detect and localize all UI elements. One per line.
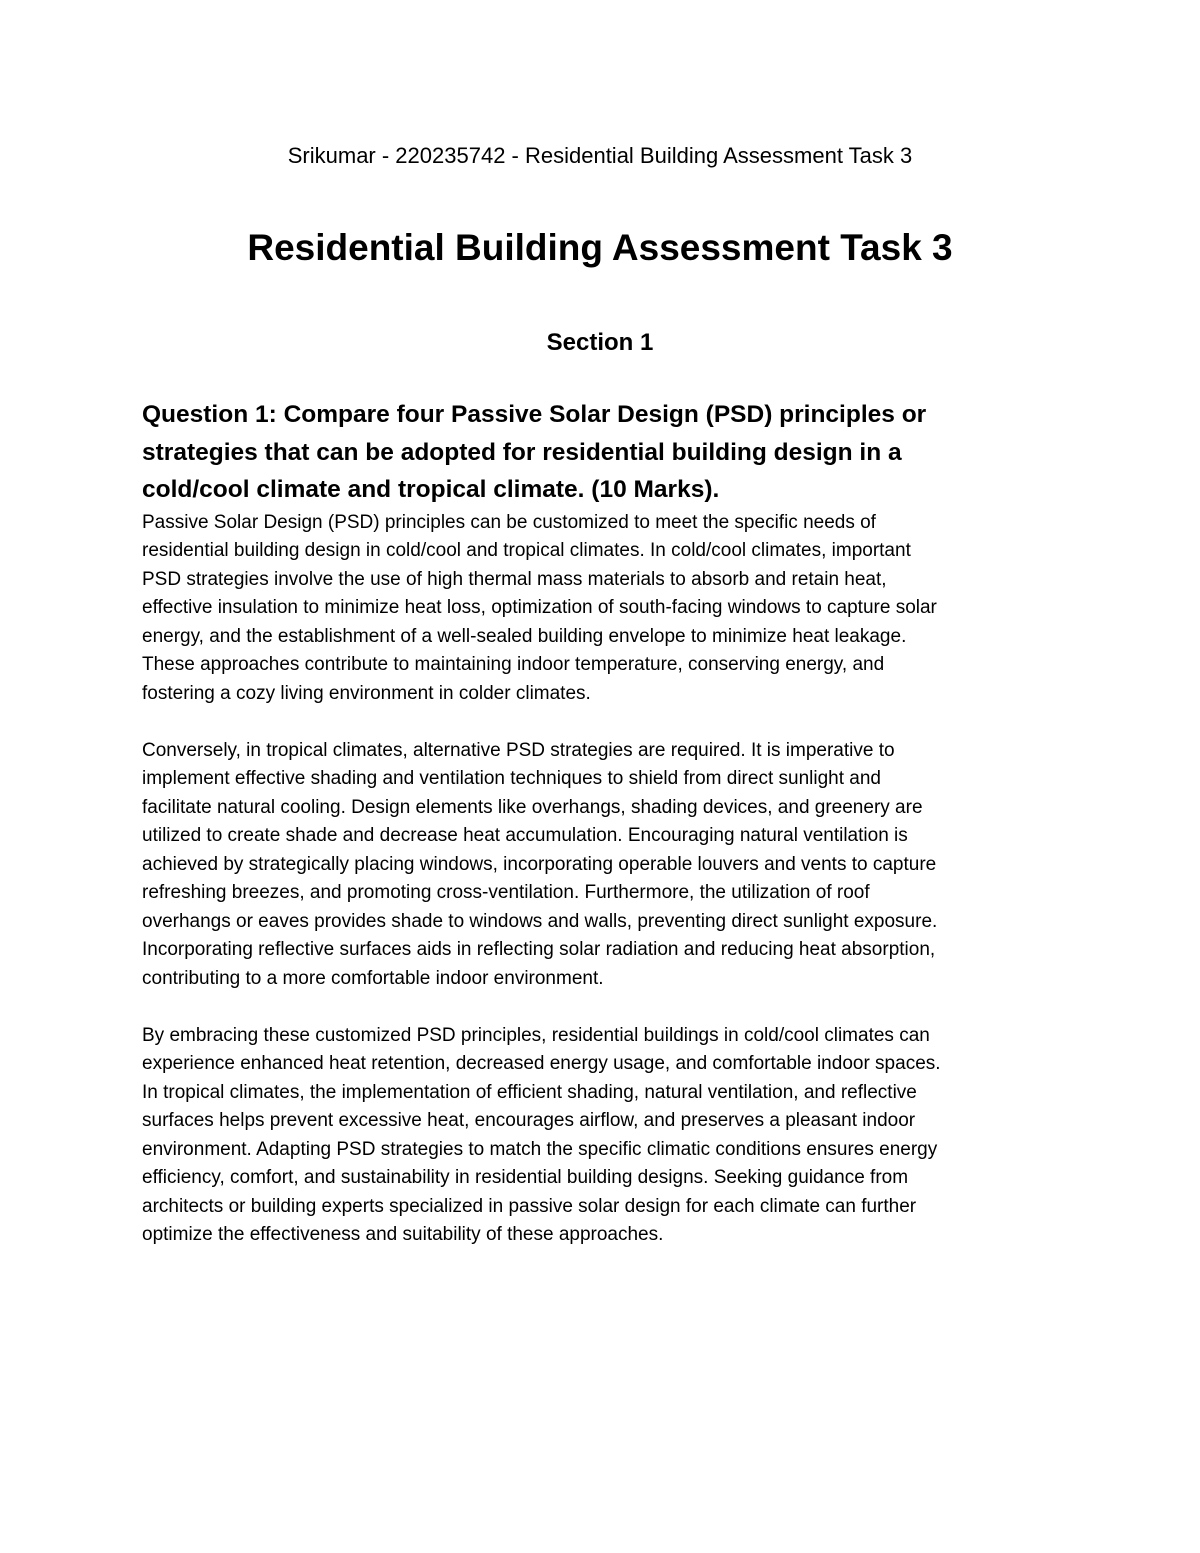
paragraph-spacer <box>142 993 1058 1022</box>
paragraph-line: efficiency, comfort, and sustainability in residential building designs. Seeking guidance from <box>142 1167 909 1188</box>
paragraph-line: optimize the effectiveness and suitability of these approaches. <box>142 1224 664 1245</box>
answer-paragraph-1 <box>142 509 1058 709</box>
question-line: cold/cool climate and tropical climate. (10 Marks). <box>142 476 720 503</box>
document-title: Residential Building Assessment Task 3 <box>247 227 953 268</box>
question-line: strategies that can be adopted for residential building design in a <box>142 438 902 466</box>
answer-paragraph-3 <box>142 1022 1058 1250</box>
document-body <box>142 396 1058 1250</box>
paragraph-line: surfaces helps prevent excessive heat, encourages airflow, and preserves a pleasant indoor <box>142 1110 916 1131</box>
paragraph-line: environment. Adapting PSD strategies to match the specific climatic conditions ensures energy <box>142 1138 938 1160</box>
paragraph-line: implement effective shading and ventilation techniques to shield from direct sunlight and <box>142 768 881 789</box>
paragraph-line: facilitate natural cooling. Design elements like overhangs, shading devices, and greenery are <box>142 796 923 818</box>
paragraph-line: contributing to a more comfortable indoor environment. <box>142 967 604 989</box>
paragraph-line: utilized to create shade and decrease heat accumulation. Encouraging natural ventilation is <box>142 825 908 846</box>
paragraph-line: effective insulation to minimize heat loss, optimization of south-facing windows to capture solar <box>142 597 937 618</box>
paragraph-line: fostering a cozy living environment in colder climates. <box>142 682 591 704</box>
paragraph-line: By embracing these customized PSD principles, residential buildings in cold/cool climates can <box>142 1024 930 1046</box>
paragraph-line: residential building design in cold/cool and tropical climates. In cold/cool climates, important <box>142 540 911 561</box>
paragraph-line: refreshing breezes, and promoting cross-ventilation. Furthermore, the utilization of roof <box>142 882 870 903</box>
question-heading <box>142 396 1058 509</box>
question-line: Question 1: Compare four Passive Solar Design (PSD) principles or <box>142 401 927 428</box>
paragraph-line: overhangs or eaves provides shade to windows and walls, preventing direct sunlight exposure. <box>142 910 938 932</box>
section-heading: Section 1 <box>546 329 654 356</box>
paragraph-line: In tropical climates, the implementation of efficient shading, natural ventilation, and reflective <box>142 1081 917 1103</box>
answer-paragraph-2 <box>142 737 1058 994</box>
document-header: Srikumar - 220235742 - Residential Building Assessment Task 3 <box>287 143 913 168</box>
paragraph-line: experience enhanced heat retention, decreased energy usage, and comfortable indoor spaces. <box>142 1053 941 1074</box>
paragraph-line: Conversely, in tropical climates, alternative PSD strategies are required. It is imperative to <box>142 739 895 761</box>
paragraph-line: These approaches contribute to maintaining indoor temperature, conserving energy, and <box>142 654 885 675</box>
paragraph-line: energy, and the establishment of a well-sealed building envelope to minimize heat leakage. <box>142 625 907 647</box>
paragraph-line: architects or building experts specialized in passive solar design for each climate can further <box>142 1195 917 1217</box>
paragraph-spacer <box>142 708 1058 737</box>
paragraph-line: Passive Solar Design (PSD) principles can be customized to meet the specific needs of <box>142 511 876 533</box>
paragraph-line: PSD strategies involve the use of high thermal mass materials to absorb and retain heat, <box>142 568 887 590</box>
paragraph-line: achieved by strategically placing windows, incorporating operable louvers and vents to capture <box>142 853 937 875</box>
paragraph-line: Incorporating reflective surfaces aids in reflecting solar radiation and reducing heat absorption, <box>142 939 936 960</box>
